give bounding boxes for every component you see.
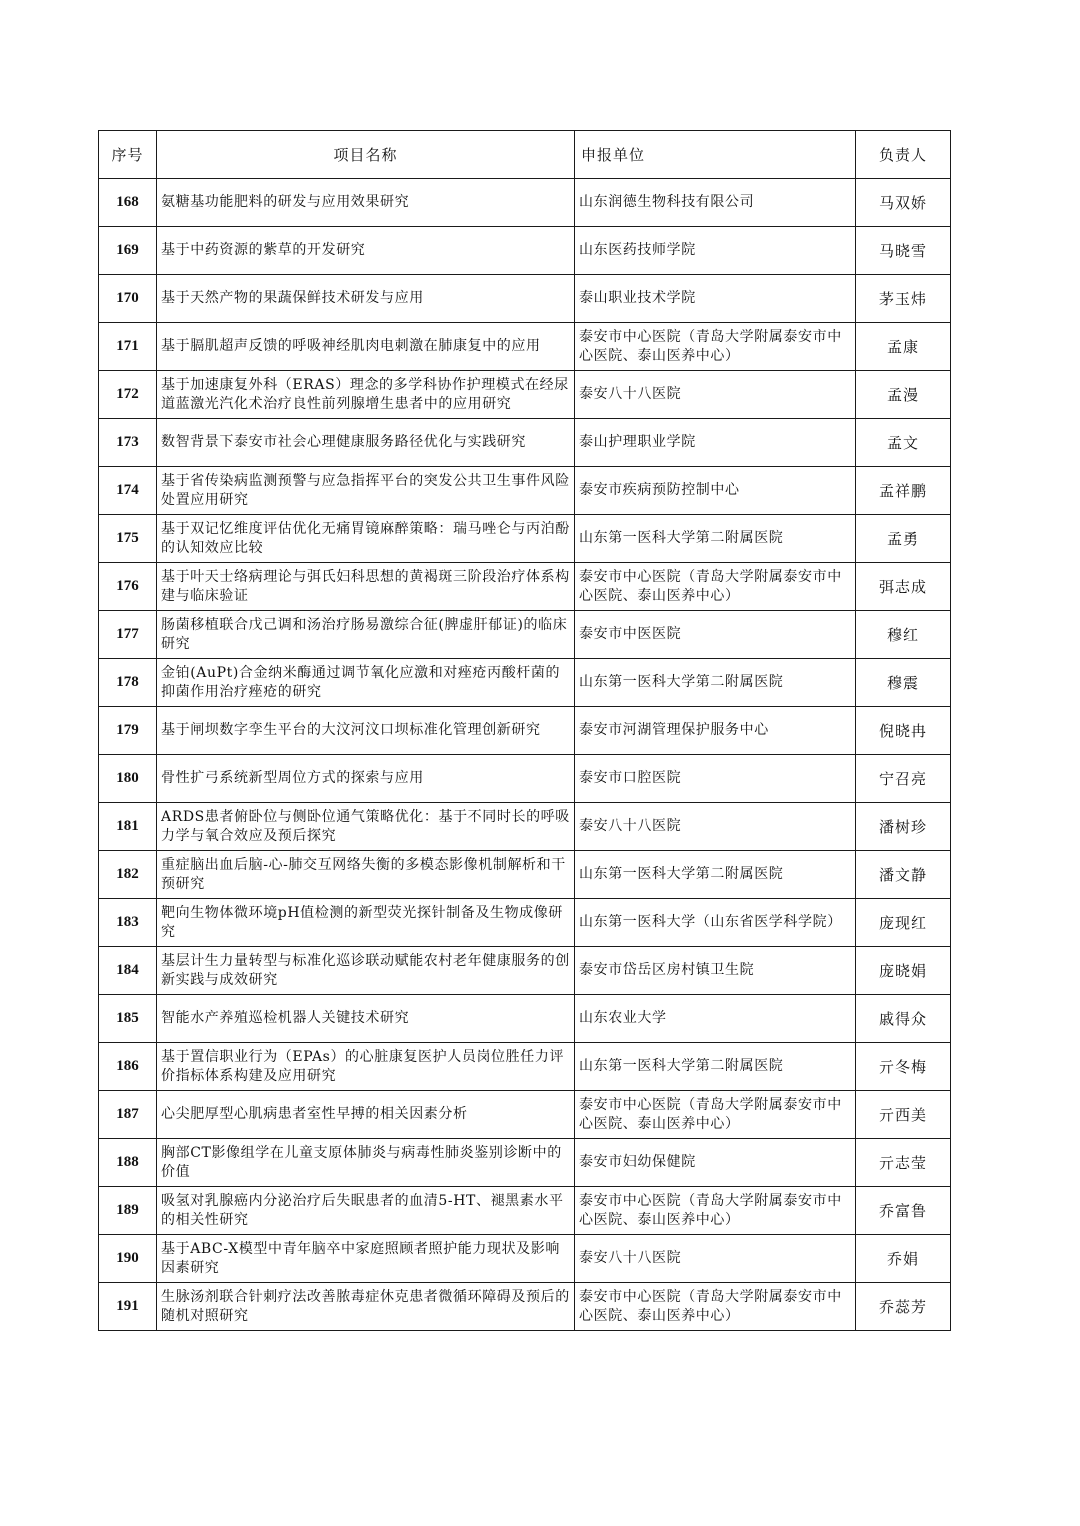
row-applicant-unit: [575, 851, 856, 899]
table-body: [99, 179, 951, 1331]
row-project-name-text: 数智背景下泰安市社会心理健康服务路径优化与实践研究: [161, 434, 526, 450]
row-person-in-charge: [856, 323, 951, 371]
table-row: [99, 1235, 951, 1283]
row-person-in-charge: [856, 851, 951, 899]
row-number-text: 184: [116, 962, 139, 978]
row-project-name: [157, 227, 575, 275]
row-person-in-charge-text: 穆震: [886, 674, 919, 692]
row-number: [99, 1091, 157, 1139]
row-applicant-unit-text: 泰安八十八医院: [579, 1250, 682, 1266]
table-row: [99, 419, 951, 467]
row-person-in-charge-text: 戚得众: [878, 1010, 927, 1028]
row-project-name-text: 氨糖基功能肥料的研发与应用效果研究: [161, 194, 410, 210]
row-applicant-unit-text: 山东第一医科大学第二附属医院: [579, 674, 784, 690]
table-row: [99, 371, 951, 419]
row-applicant-unit-text: 山东润德生物科技有限公司: [579, 194, 755, 210]
header-applicant-unit: 申报单位: [575, 131, 856, 179]
row-number-text: 176: [116, 578, 139, 594]
row-project-name-text: 基于天然产物的果蔬保鲜技术研发与应用: [161, 290, 424, 306]
row-applicant-unit-text: 泰安市疾病预防控制中心: [579, 482, 740, 498]
row-project-name: [157, 1187, 575, 1235]
row-person-in-charge: [856, 1187, 951, 1235]
table-row: [99, 947, 951, 995]
row-person-in-charge-text: 马双娇: [878, 194, 927, 212]
row-person-in-charge-text: 亓冬梅: [878, 1058, 927, 1076]
row-applicant-unit: [575, 1235, 856, 1283]
row-project-name-text: 骨性扩弓系统新型周位方式的探索与应用: [161, 770, 424, 786]
table-row: [99, 899, 951, 947]
row-person-in-charge-text: 穆红: [886, 626, 919, 644]
row-applicant-unit: [575, 515, 856, 563]
row-applicant-unit-text: 泰安市岱岳区房村镇卫生院: [579, 962, 755, 978]
row-number: [99, 995, 157, 1043]
row-number: [99, 563, 157, 611]
row-applicant-unit-text: 泰安市中心医院（青岛大学附属泰安市中心医院、泰山医养中心）: [579, 568, 842, 604]
row-project-name-text: 基层计生力量转型与标准化巡诊联动赋能农村老年健康服务的创新实践与成效研究: [161, 952, 570, 988]
row-applicant-unit: [575, 659, 856, 707]
row-applicant-unit: [575, 179, 856, 227]
row-person-in-charge-text: 庞晓娟: [878, 962, 927, 980]
row-applicant-unit: [575, 227, 856, 275]
row-applicant-unit: [575, 995, 856, 1043]
row-number: [99, 1235, 157, 1283]
row-number-text: 180: [116, 770, 139, 786]
row-person-in-charge-text: 马晓雪: [878, 242, 927, 260]
row-applicant-unit-text: 泰山职业技术学院: [579, 290, 696, 306]
row-person-in-charge: [856, 659, 951, 707]
row-person-in-charge-text: 孟文: [886, 434, 919, 452]
row-number-text: 186: [116, 1058, 139, 1074]
row-person-in-charge: [856, 1091, 951, 1139]
header-row: [99, 131, 951, 179]
table-row: [99, 179, 951, 227]
row-number: [99, 707, 157, 755]
row-person-in-charge: [856, 899, 951, 947]
row-number-text: 172: [116, 386, 139, 402]
row-number-text: 187: [116, 1106, 139, 1122]
row-project-name-text: 基于双记忆维度评估优化无痛胃镜麻醉策略：瑞马唑仑与丙泊酚的认知效应比较: [161, 520, 570, 556]
row-applicant-unit: [575, 755, 856, 803]
row-number-text: 185: [116, 1010, 139, 1026]
row-number-text: 188: [116, 1154, 139, 1170]
row-person-in-charge: [856, 611, 951, 659]
row-applicant-unit: [575, 371, 856, 419]
row-applicant-unit-text: 泰安八十八医院: [579, 386, 682, 402]
row-number-text: 182: [116, 866, 139, 882]
row-person-in-charge-text: 亓志莹: [878, 1154, 927, 1172]
row-number-text: 190: [116, 1250, 139, 1266]
row-person-in-charge-text: 茅玉炜: [878, 290, 927, 308]
row-person-in-charge: [856, 419, 951, 467]
row-person-in-charge: [856, 1043, 951, 1091]
row-number-text: 170: [116, 290, 139, 306]
row-project-name-text: 吸氢对乳腺癌内分泌治疗后失眠患者的血清5-HT、褪黑素水平的相关性研究: [161, 1192, 564, 1228]
row-person-in-charge-text: 亓西美: [878, 1106, 927, 1124]
row-applicant-unit-text: 山东第一医科大学第二附属医院: [579, 866, 784, 882]
table-row: [99, 611, 951, 659]
row-person-in-charge-text: 孟漫: [886, 386, 919, 404]
row-project-name-text: 基于膈肌超声反馈的呼吸神经肌肉电刺激在肺康复中的应用: [161, 338, 541, 354]
row-number: [99, 323, 157, 371]
row-person-in-charge-text: 孟勇: [886, 530, 919, 548]
row-applicant-unit-text: 泰安市口腔医院: [579, 770, 682, 786]
row-number-text: 177: [116, 626, 139, 642]
row-applicant-unit: [575, 1043, 856, 1091]
table-row: [99, 851, 951, 899]
row-person-in-charge: [856, 1283, 951, 1331]
row-applicant-unit-text: 山东农业大学: [579, 1010, 667, 1026]
row-applicant-unit: [575, 1091, 856, 1139]
row-project-name: [157, 371, 575, 419]
row-applicant-unit: [575, 275, 856, 323]
row-person-in-charge: [856, 1139, 951, 1187]
header-project-name: 项目名称: [157, 131, 575, 179]
row-project-name: [157, 947, 575, 995]
row-applicant-unit: [575, 419, 856, 467]
row-person-in-charge-text: 潘文静: [878, 866, 927, 884]
table-row: [99, 227, 951, 275]
row-project-name-text: 生脉汤剂联合针刺疗法改善脓毒症休克患者微循环障碍及预后的随机对照研究: [161, 1288, 570, 1324]
row-number: [99, 947, 157, 995]
row-number: [99, 851, 157, 899]
row-applicant-unit-text: 泰安市中医医院: [579, 626, 682, 642]
table-row: [99, 467, 951, 515]
row-person-in-charge: [856, 227, 951, 275]
table-row: [99, 1139, 951, 1187]
table-row: [99, 755, 951, 803]
row-number: [99, 467, 157, 515]
row-project-name: [157, 275, 575, 323]
row-applicant-unit-text: 泰山护理职业学院: [579, 434, 696, 450]
row-number: [99, 515, 157, 563]
row-applicant-unit-text: 泰安市河湖管理保护服务中心: [579, 722, 769, 738]
row-number-text: 169: [116, 242, 139, 258]
row-number-text: 191: [116, 1298, 139, 1314]
row-applicant-unit: [575, 1139, 856, 1187]
row-applicant-unit-text: 泰安市中心医院（青岛大学附属泰安市中心医院、泰山医养中心）: [579, 1192, 842, 1228]
row-applicant-unit-text: 山东第一医科大学第二附属医院: [579, 530, 784, 546]
row-number: [99, 227, 157, 275]
row-applicant-unit: [575, 1187, 856, 1235]
row-project-name-text: ARDS患者俯卧位与侧卧位通气策略优化：基于不同时长的呼吸力学与氧合效应及预后探究: [161, 808, 570, 844]
row-number-text: 179: [116, 722, 139, 738]
row-project-name-text: 智能水产养殖巡检机器人关键技术研究: [161, 1010, 410, 1026]
row-project-name-text: 心尖肥厚型心肌病患者室性早搏的相关因素分析: [161, 1106, 468, 1122]
row-number: [99, 1187, 157, 1235]
row-person-in-charge-text: 潘树珍: [878, 818, 927, 836]
table-row: [99, 707, 951, 755]
row-person-in-charge: [856, 371, 951, 419]
row-number: [99, 755, 157, 803]
row-project-name: [157, 755, 575, 803]
table-row: [99, 323, 951, 371]
row-project-name-text: 基于加速康复外科（ERAS）理念的多学科协作护理模式在经尿道蓝激光汽化术治疗良性前列腺增生患者中的应用研究: [161, 376, 569, 412]
row-applicant-unit-text: 泰安市妇幼保健院: [579, 1154, 696, 1170]
row-applicant-unit-text: 泰安市中心医院（青岛大学附属泰安市中心医院、泰山医养中心）: [579, 328, 842, 364]
table-row: [99, 563, 951, 611]
row-person-in-charge: [856, 1235, 951, 1283]
row-project-name-text: 基于置信职业行为（EPAs）的心脏康复医护人员岗位胜任力评价指标体系构建及应用研究: [161, 1048, 565, 1084]
row-number: [99, 899, 157, 947]
row-project-name-text: 金铂(AuPt)合金纳米酶通过调节氧化应激和对痤疮丙酸杆菌的抑菌作用治疗痤疮的研究: [161, 664, 561, 700]
row-applicant-unit-text: 泰安八十八医院: [579, 818, 682, 834]
row-person-in-charge: [856, 995, 951, 1043]
row-number-text: 189: [116, 1202, 139, 1218]
row-person-in-charge-text: 乔娟: [886, 1250, 919, 1268]
row-number: [99, 803, 157, 851]
row-person-in-charge: [856, 947, 951, 995]
row-number-text: 174: [116, 482, 139, 498]
row-applicant-unit: [575, 611, 856, 659]
row-project-name: [157, 467, 575, 515]
row-project-name: [157, 995, 575, 1043]
row-number: [99, 419, 157, 467]
row-number: [99, 1283, 157, 1331]
row-project-name: [157, 803, 575, 851]
row-project-name: [157, 1235, 575, 1283]
row-person-in-charge: [856, 563, 951, 611]
row-project-name-text: 靶向生物体微环境pH值检测的新型荧光探针制备及生物成像研究: [161, 904, 563, 940]
row-applicant-unit-text: 山东医药技师学院: [579, 242, 696, 258]
table-row: [99, 995, 951, 1043]
row-applicant-unit: [575, 803, 856, 851]
header-number: 序号: [99, 131, 157, 179]
row-person-in-charge: [856, 755, 951, 803]
row-applicant-unit: [575, 899, 856, 947]
row-number-text: 173: [116, 434, 139, 450]
table-row: [99, 1091, 951, 1139]
row-project-name: [157, 1091, 575, 1139]
row-project-name: [157, 1139, 575, 1187]
row-project-name: [157, 515, 575, 563]
row-project-name-text: 基于中药资源的紫草的开发研究: [161, 242, 366, 258]
row-person-in-charge: [856, 707, 951, 755]
row-project-name: [157, 563, 575, 611]
table-row: [99, 1283, 951, 1331]
row-project-name-text: 重症脑出血后脑-心-肺交互网络失衡的多模态影像机制解析和干预研究: [161, 856, 566, 892]
row-project-name: [157, 419, 575, 467]
row-project-name-text: 基于ABC-X模型中青年脑卒中家庭照顾者照护能力现状及影响因素研究: [161, 1240, 560, 1276]
row-person-in-charge: [856, 803, 951, 851]
row-person-in-charge: [856, 275, 951, 323]
project-table: [98, 130, 951, 1331]
row-project-name-text: 基于叶天士络病理论与弭氏妇科思想的黄褐斑三阶段治疗体系构建与临床验证: [161, 568, 570, 604]
row-number: [99, 1139, 157, 1187]
row-person-in-charge-text: 弭志成: [878, 578, 927, 596]
row-person-in-charge-text: 倪晓冉: [878, 722, 927, 740]
row-project-name: [157, 323, 575, 371]
table-header: [99, 131, 951, 179]
row-project-name: [157, 851, 575, 899]
table-row: [99, 1043, 951, 1091]
row-project-name-text: 基于省传染病监测预警与应急指挥平台的突发公共卫生事件风险处置应用研究: [161, 472, 570, 508]
row-person-in-charge-text: 庞现红: [878, 914, 927, 932]
row-person-in-charge-text: 孟祥鹏: [878, 482, 927, 500]
row-applicant-unit: [575, 947, 856, 995]
row-project-name-text: 基于闸坝数字孪生平台的大汶河汶口坝标准化管理创新研究: [161, 722, 541, 738]
table-row: [99, 275, 951, 323]
row-applicant-unit: [575, 707, 856, 755]
row-number-text: 183: [116, 914, 139, 930]
row-project-name: [157, 611, 575, 659]
row-person-in-charge-text: 宁召亮: [878, 770, 927, 788]
row-number: [99, 275, 157, 323]
row-project-name: [157, 899, 575, 947]
row-applicant-unit-text: 泰安市中心医院（青岛大学附属泰安市中心医院、泰山医养中心）: [579, 1096, 842, 1132]
row-applicant-unit-text: 泰安市中心医院（青岛大学附属泰安市中心医院、泰山医养中心）: [579, 1288, 842, 1324]
row-person-in-charge-text: 乔富鲁: [878, 1202, 927, 1220]
table-row: [99, 659, 951, 707]
row-person-in-charge-text: 乔蕊芳: [878, 1298, 927, 1316]
row-applicant-unit-text: 山东第一医科大学（山东省医学科学院）: [579, 914, 842, 930]
row-applicant-unit: [575, 323, 856, 371]
row-person-in-charge: [856, 179, 951, 227]
row-number-text: 181: [116, 818, 139, 834]
row-number-text: 178: [116, 674, 139, 690]
row-number-text: 168: [116, 194, 139, 210]
row-number: [99, 659, 157, 707]
row-project-name: [157, 1043, 575, 1091]
row-applicant-unit: [575, 563, 856, 611]
row-number-text: 171: [116, 338, 139, 354]
row-project-name: [157, 1283, 575, 1331]
row-applicant-unit-text: 山东第一医科大学第二附属医院: [579, 1058, 784, 1074]
row-number: [99, 371, 157, 419]
row-person-in-charge: [856, 467, 951, 515]
header-person-in-charge: 负责人: [856, 131, 951, 179]
row-number-text: 175: [116, 530, 139, 546]
row-project-name: [157, 179, 575, 227]
row-number: [99, 1043, 157, 1091]
table-row: [99, 1187, 951, 1235]
row-person-in-charge-text: 孟康: [886, 338, 919, 356]
row-applicant-unit: [575, 1283, 856, 1331]
row-project-name: [157, 707, 575, 755]
row-applicant-unit: [575, 467, 856, 515]
row-number: [99, 179, 157, 227]
row-person-in-charge: [856, 515, 951, 563]
row-project-name-text: 肠菌移植联合戊己调和汤治疗肠易激综合征(脾虚肝郁证)的临床研究: [161, 616, 568, 652]
row-number: [99, 611, 157, 659]
table-row: [99, 803, 951, 851]
row-project-name: [157, 659, 575, 707]
row-project-name-text: 胸部CT影像组学在儿童支原体肺炎与病毒性肺炎鉴别诊断中的价值: [161, 1144, 562, 1180]
table-row: [99, 515, 951, 563]
